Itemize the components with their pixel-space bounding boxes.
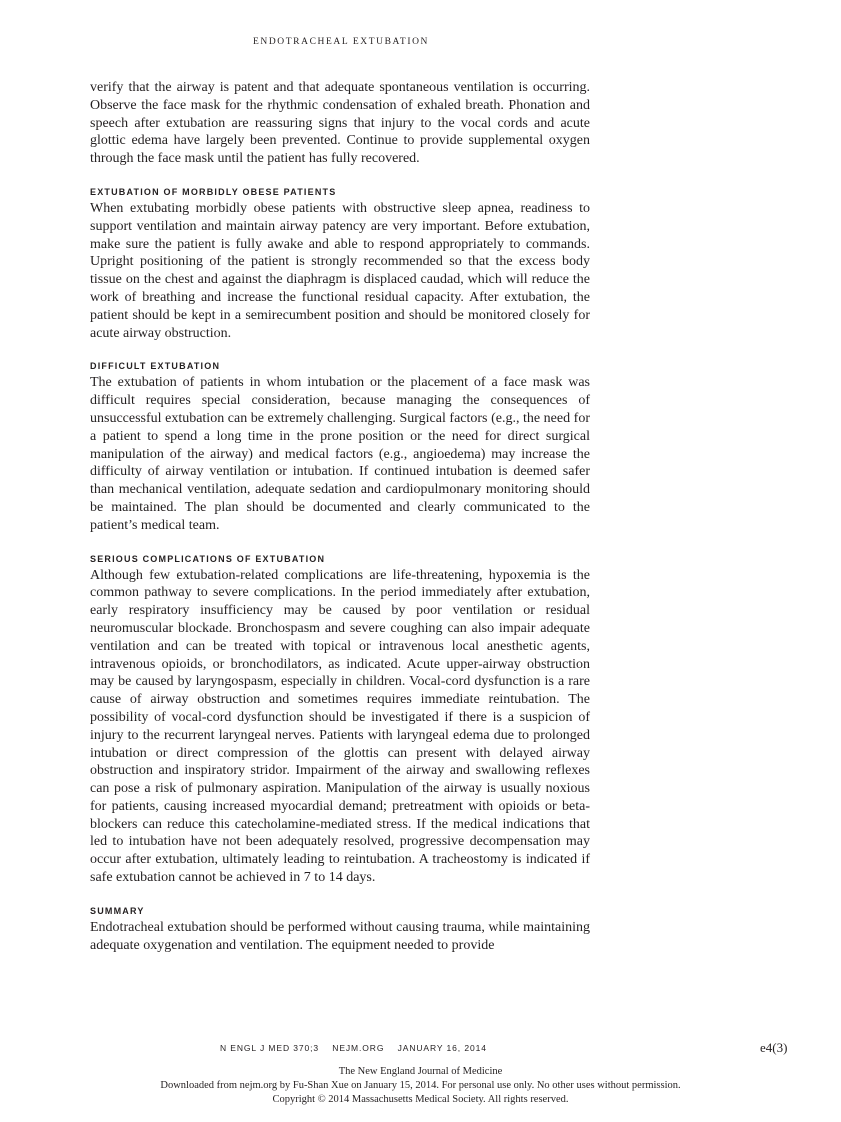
notice-journal-name: The New England Journal of Medicine bbox=[338, 1066, 503, 1077]
section-text-complications: Although few extubation-related complications are life-threatening, hypoxemia is the common pathway to severe complications. In the period immediately after extubation, early respiratory insufficiency may be caused by poor ventilation or residual neuromuscular blockade. Bronchospasm and severe coughing can also impair adequate ventilation and can be treated with topical or intravenous local anesthetic agents, intravenous opioids, or bronchodilators, as indicated. Acute upper-airway obstruction may be caused by laryngospasm, especially in children. Vocal-cord dysfunction is a rare cause of airway obstruction and sometimes requires immediate reintubation. The possibility of vocal-cord dysfunction should be investigated if there is a suspicion of injury to the recurrent laryngeal nerves. Patients with laryngeal edema due to prolonged intubation or direct compression of the glottis can present with delayed airway obstruction and inspiratory stridor. Impairment of the airway and swallowing reflexes can pose a risk of pulmonary aspiration. Manipulation of the airway is usually noxious for patients, causing increased myocardial demand; pretreatment with opioids or beta-blockers can reduce this catecholamine-mediated stress. If the medical indications that led to intubation have not been adequately resolved, progressive decompensation may occur after extubation, ultimately leading to reintubation. A tracheostomy is indicated if safe extubation cannot be achieved in 7 to 14 days. bbox=[90, 567, 590, 886]
opening-paragraph: verify that the airway is patent and that adequate spontaneous ventilation is occurring. Observe the face mask for the rhythmic condensation of exhaled breath. Phonation and speech after extubation are reassuring signs that injury to the vocal cords and acute glottic edema have largely been prevented. Continue to provide supplemental oxygen through the face mask until the patient has fully recovered. bbox=[90, 80, 590, 167]
section-text-difficult: The extubation of patients in whom intubation or the placement of a face mask was difficult requires special consideration, because managing the consequences of unsuccessful extubation can be extremely challenging. Surgical factors (e.g., the need for a patient to spend a long time in the prone position or the need for direct surgical manipulation of the airway) and medical factors (e.g., angioedema) may increase the difficulty of airway ventilation or intubation. If continued intubation is deemed safer than mechanical ventilation, adequate sedation and cardiopulmonary monitoring should be maintained. The plan should be documented and clearly communicated to the patient’s medical team. bbox=[90, 375, 590, 533]
footer-date: JANUARY 16, 2014 bbox=[397, 1043, 487, 1053]
section-heading-complications: SERIOUS COMPLICATIONS OF EXTUBATION bbox=[90, 553, 326, 564]
footer-journal: N ENGL J MED 370;3 bbox=[220, 1043, 320, 1053]
section-text-summary: Endotracheal extubation should be performed without causing trauma, while maintaining adequate oxygenation and ventilation. The equipment needed to provide bbox=[90, 919, 590, 953]
page-footer bbox=[220, 1043, 497, 1053]
page-number: e4(3) bbox=[760, 1040, 788, 1055]
article-body bbox=[90, 79, 590, 954]
section-heading-difficult: DIFFICULT EXTUBATION bbox=[90, 361, 221, 372]
section-heading-summary: SUMMARY bbox=[90, 905, 145, 916]
notice-copyright: Copyright © 2014 Massachusetts Medical Society. All rights reserved. bbox=[272, 1094, 569, 1105]
section-heading-obese: EXTUBATION OF MORBIDLY OBESE PATIENTS bbox=[90, 186, 337, 197]
notice-downloaded: Downloaded from nejm.org by Fu-Shan Xue on January 15, 2014. For personal use only. No other uses without permission. bbox=[160, 1080, 681, 1091]
footer-site: NEJM.ORG bbox=[332, 1043, 385, 1053]
section-text-obese: When extubating morbidly obese patients with obstructive sleep apnea, readiness to support ventilation and maintain airway patency are very important. Before extubation, make sure the patient is fully awake and able to respond appropriately to commands. Upright positioning of the patient is strongly recommended so that the excess body tissue on the chest and against the diaphragm is displaced caudad, which will reduce the work of breathing and increase the functional residual capacity. After extubation, the patient should be kept in a semirecumbent position and should be monitored closely for acute airway obstruction. bbox=[90, 200, 590, 341]
running-head: ENDOTRACHEAL EXTUBATION bbox=[252, 37, 430, 47]
